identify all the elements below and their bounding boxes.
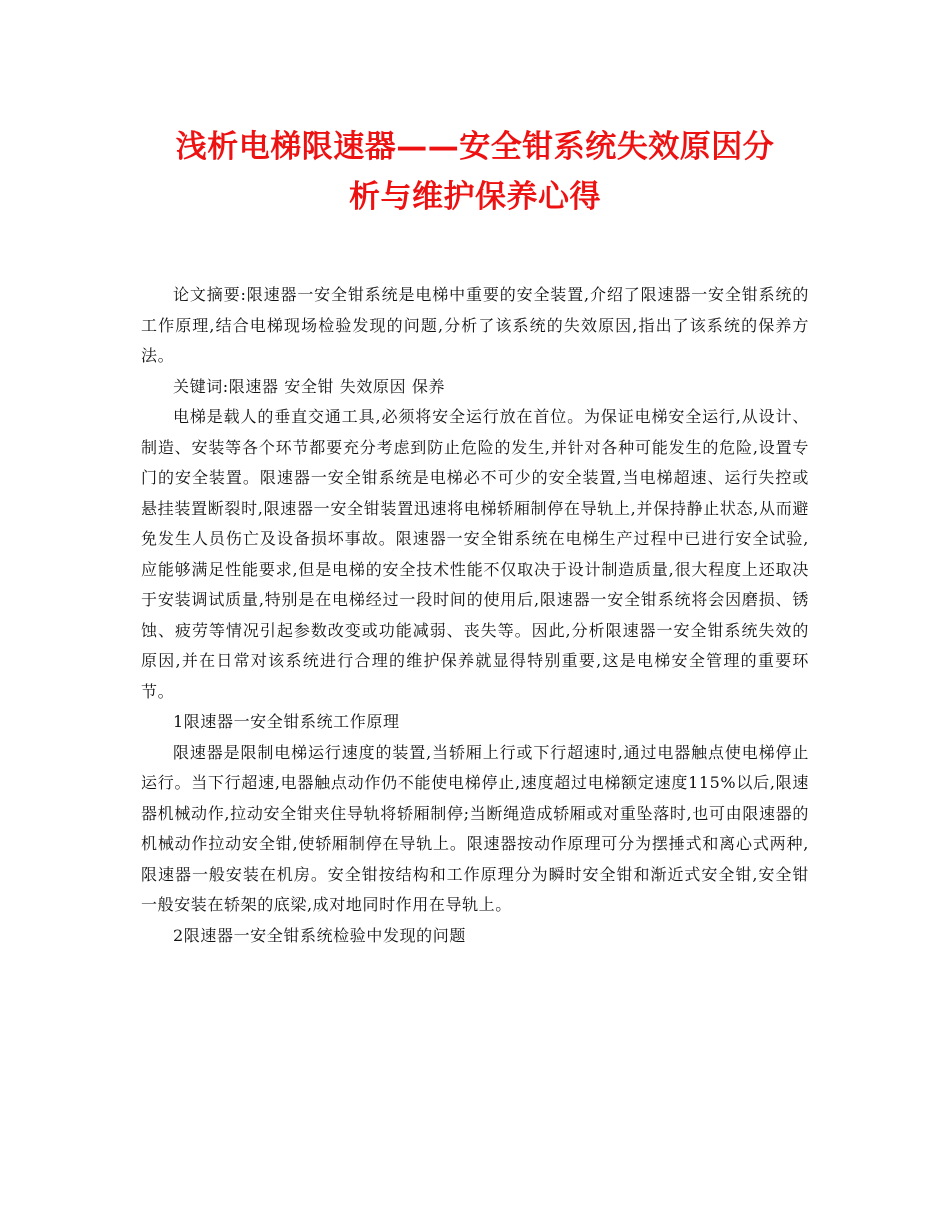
keywords-paragraph: 关键词:限速器 安全钳 失效原因 保养 bbox=[173, 376, 446, 396]
title-line-1: 浅析电梯限速器——安全钳系统失效原因分 bbox=[175, 129, 775, 165]
document-body bbox=[141, 280, 809, 951]
section-1-paragraph: 限速器是限制电梯运行速度的装置,当轿厢上行或下行超速时,通过电器触点使电梯停止运行。当下行超速,电器触点动作仍不能使电梯停止,速度超过电梯额定速度115%以后,限速器机械动作,拉动安全钳夹住导轨将轿厢制停;当断绳造成轿厢或对重坠落时,也可由限速器的机械动作拉动安全钳,使轿厢制停在导轨上。限速器按动作原理可分为摆捶式和离心式两种,限速器一般安装在机房。安全钳按结构和工作原理分为瞬时安全钳和渐近式安全钳,安全钳一般安装在轿架的底梁,成对地同时作用在导轨上。 bbox=[141, 742, 809, 914]
title-line-2: 析与维护保养心得 bbox=[349, 179, 601, 215]
section-heading-1: 1限速器一安全钳系统工作原理 bbox=[173, 712, 400, 731]
section-heading-2: 2限速器一安全钳系统检验中发现的问题 bbox=[173, 925, 466, 945]
abstract-paragraph: 论文摘要:限速器一安全钳系统是电梯中重要的安全装置,介绍了限速器一安全钳系统的工作原理,结合电梯现场检验发现的问题,分析了该系统的失效原因,指出了该系统的保养方法。 bbox=[141, 285, 809, 365]
document-title bbox=[141, 122, 809, 222]
intro-paragraph: 电梯是载人的垂直交通工具,必须将安全运行放在首位。为保证电梯安全运行,从设计、制造、安装等各个环节都要充分考虑到防止危险的发生,并针对各种可能发生的危险,设置专门的安全装置。限速器一安全钳系统是电梯必不可少的安全装置,当电梯超速、运行失控或悬挂装置断裂时,限速器一安全钳装置迅速将电梯轿厢制停在导轨上,并保持静止状态,从而避免发生人员伤亡及设备损坏事故。限速器一安全钳系统在电梯生产过程中已进行安全试验,应能够满足性能要求,但是电梯的安全技术性能不仅取决于设计制造质量,很大程度上还取决于安装调试质量,特别是在电梯经过一段时间的使用后,限速器一安全钳系统将会因磨损、锈蚀、疲劳等情况引起参数改变或功能减弱、丧失等。因此,分析限速器一安全钳系统失效的原因,并在日常对该系统进行合理的维护保养就显得特别重要,这是电梯安全管理的重要环节。 bbox=[141, 407, 809, 701]
